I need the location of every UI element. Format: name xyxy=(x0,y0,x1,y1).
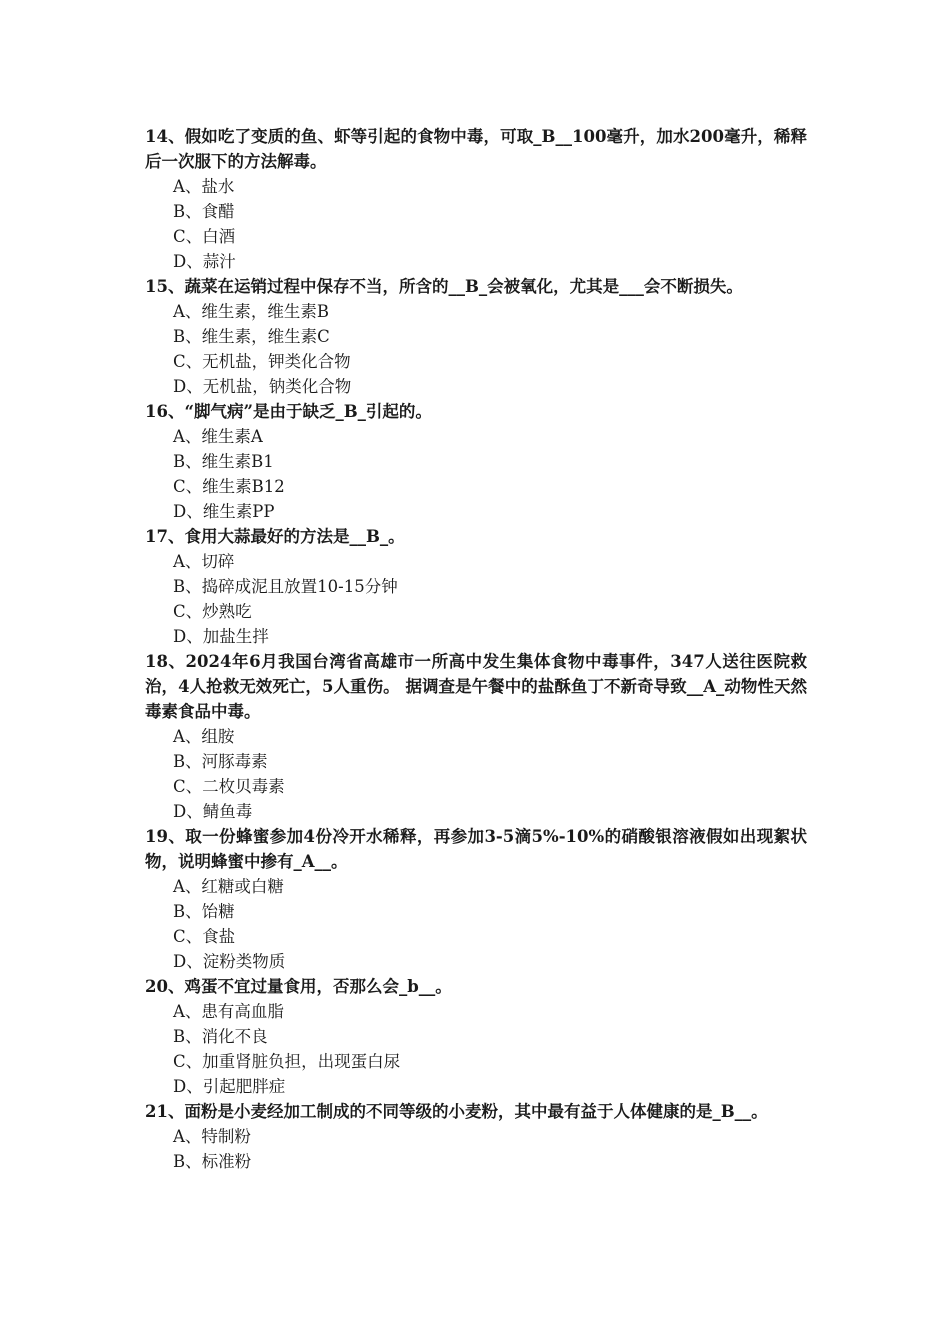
question-19: 19、取一份蜂蜜参加4份冷开水稀释，再参加3-5滴5%-10%的硝酸银溶液假如出现絮状物，说明蜂蜜中掺有_A__。 xyxy=(145,827,807,871)
option-14-b: B、食醋 xyxy=(173,202,235,221)
option-15-a: A、维生素，维生素B xyxy=(173,302,330,321)
option-16-d: D、维生素PP xyxy=(173,502,275,521)
option-16-a: A、维生素A xyxy=(173,427,263,446)
option-19-a: A、红糖或白糖 xyxy=(173,877,284,896)
option-17-c: C、炒熟吃 xyxy=(173,602,252,621)
option-20-c: C、加重肾脏负担，出现蛋白尿 xyxy=(173,1052,401,1071)
question-18: 18、2024年6月我国台湾省高雄市一所高中发生集体食物中毒事件，347人送往医院救治，4人抢救无效死亡，5人重伤。 据调查是午餐中的盐酥鱼丁不新奇导致__A_动物性天然毒素食品中毒。 xyxy=(145,652,807,721)
option-17-d: D、加盐生拌 xyxy=(173,627,269,646)
option-17-b: B、捣碎成泥且放置10-15分钟 xyxy=(173,577,398,596)
option-17-a: A、切碎 xyxy=(173,552,235,571)
option-16-c: C、维生素B12 xyxy=(173,477,285,496)
option-18-b: B、河豚毒素 xyxy=(173,752,268,771)
option-14-c: C、白酒 xyxy=(173,227,236,246)
question-15: 15、蔬菜在运销过程中保存不当，所含的__B_会被氧化，尤其是___会不断损失。 xyxy=(145,277,743,296)
option-16-b: B、维生素B1 xyxy=(173,452,274,471)
option-18-a: A、组胺 xyxy=(173,727,235,746)
option-15-b: B、维生素，维生素C xyxy=(173,327,330,346)
question-20: 20、鸡蛋不宜过量食用，否那么会_b__。 xyxy=(145,977,452,996)
option-21-b: B、标准粉 xyxy=(173,1152,252,1171)
question-21: 21、面粉是小麦经加工制成的不同等级的小麦粉，其中最有益于人体健康的是_B__。 xyxy=(145,1102,768,1121)
option-15-d: D、无机盐，钠类化合物 xyxy=(173,377,352,396)
question-14: 14、假如吃了变质的鱼、虾等引起的食物中毒，可取_B__100毫升，加水200毫升，稀释后一次服下的方法解毒。 xyxy=(145,127,807,171)
option-18-d: D、鲭鱼毒 xyxy=(173,802,253,821)
option-15-c: C、无机盐，钾类化合物 xyxy=(173,352,351,371)
option-19-c: C、食盐 xyxy=(173,927,236,946)
question-list xyxy=(145,124,807,1174)
option-21-a: A、特制粉 xyxy=(173,1127,251,1146)
question-17: 17、食用大蒜最好的方法是__B_。 xyxy=(145,527,405,546)
option-20-d: D、引起肥胖症 xyxy=(173,1077,286,1096)
option-19-d: D、淀粉类物质 xyxy=(173,952,286,971)
question-16: 16、“脚气病”是由于缺乏_B_引起的。 xyxy=(145,402,432,421)
option-18-c: C、二枚贝毒素 xyxy=(173,777,285,796)
option-14-d: D、蒜汁 xyxy=(173,252,236,271)
option-20-a: A、患有高血脂 xyxy=(173,1002,284,1021)
option-20-b: B、消化不良 xyxy=(173,1027,268,1046)
option-19-b: B、饴糖 xyxy=(173,902,235,921)
option-14-a: A、盐水 xyxy=(173,177,235,196)
